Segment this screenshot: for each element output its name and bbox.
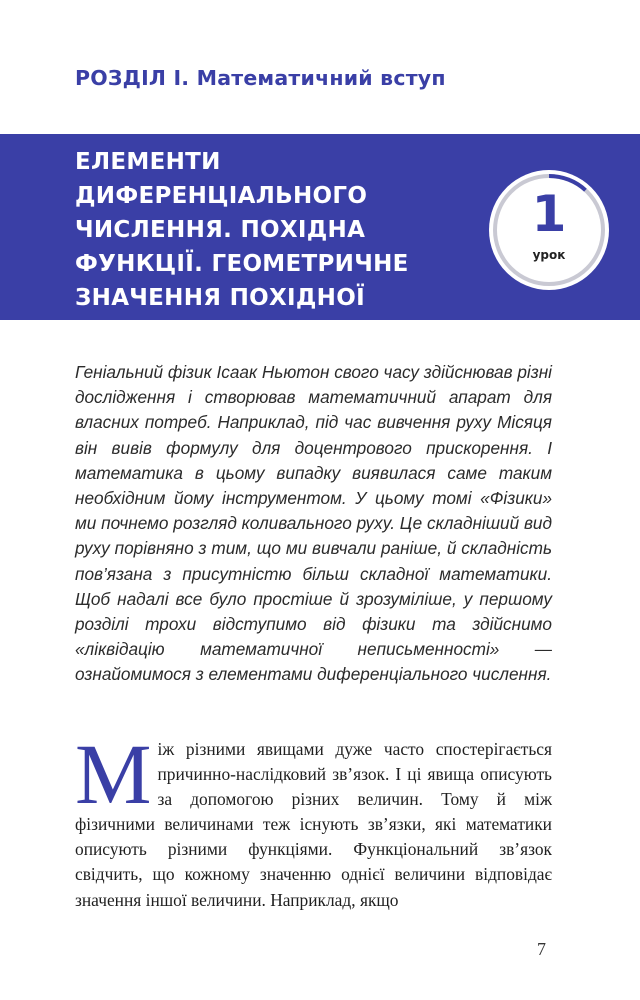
body-paragraph-text: іж різними явищами дуже часто спостерігається причинно-наслідковий зв’язок. І ці явища описують за допомогою різних величин. Тому й між фізичними величинами теж існують зв’язки, які математики описують різними функціями. Функціональний зв’язок свідчить, що кожному значенню однієї величини відповідає значення іншої величини. Наприклад, якщо <box>75 739 552 910</box>
intro-paragraph: Геніальний фізик Ісаак Ньютон свого часу здійснював різні дослідження і створював математичний апарат для власних потреб. Наприклад, під час вивчення руху Місяця він вивів формулу для доцентрового прискорення. І математика в цьому випадку виявилася саме таким необхідним йому інструментом. У цьому томі «Фізики» ми почнемо розгляд коливального руху. Це складніший вид руху порівняно з тим, що ми вивчали раніше, й складність пов’язана з присутністю більш складної математики. Щоб надалі все було простіше й зрозуміліше, у першому розділі трохи відступимо від фізики та здійснимо «ліквідацію математичної неписьменності» — ознайомимося з елементами диференціального числення. <box>75 362 552 685</box>
lesson-banner <box>0 134 640 320</box>
lesson-badge <box>487 168 611 292</box>
drop-cap: М <box>75 726 152 822</box>
lesson-title: ЕЛЕМЕНТИ ДИФЕРЕНЦІАЛЬНОГО ЧИСЛЕННЯ. ПОХІДНА ФУНКЦІЇ. ГЕОМЕТРИЧНЕ ЗНАЧЕННЯ ПОХІДНОЇ <box>75 149 409 311</box>
body-paragraph <box>75 726 552 913</box>
lesson-number: 1 <box>531 185 567 243</box>
section-title: РОЗДІЛ І. Математичний вступ <box>75 66 446 90</box>
lesson-label: урок <box>532 248 566 262</box>
page-number: 7 <box>537 939 546 959</box>
